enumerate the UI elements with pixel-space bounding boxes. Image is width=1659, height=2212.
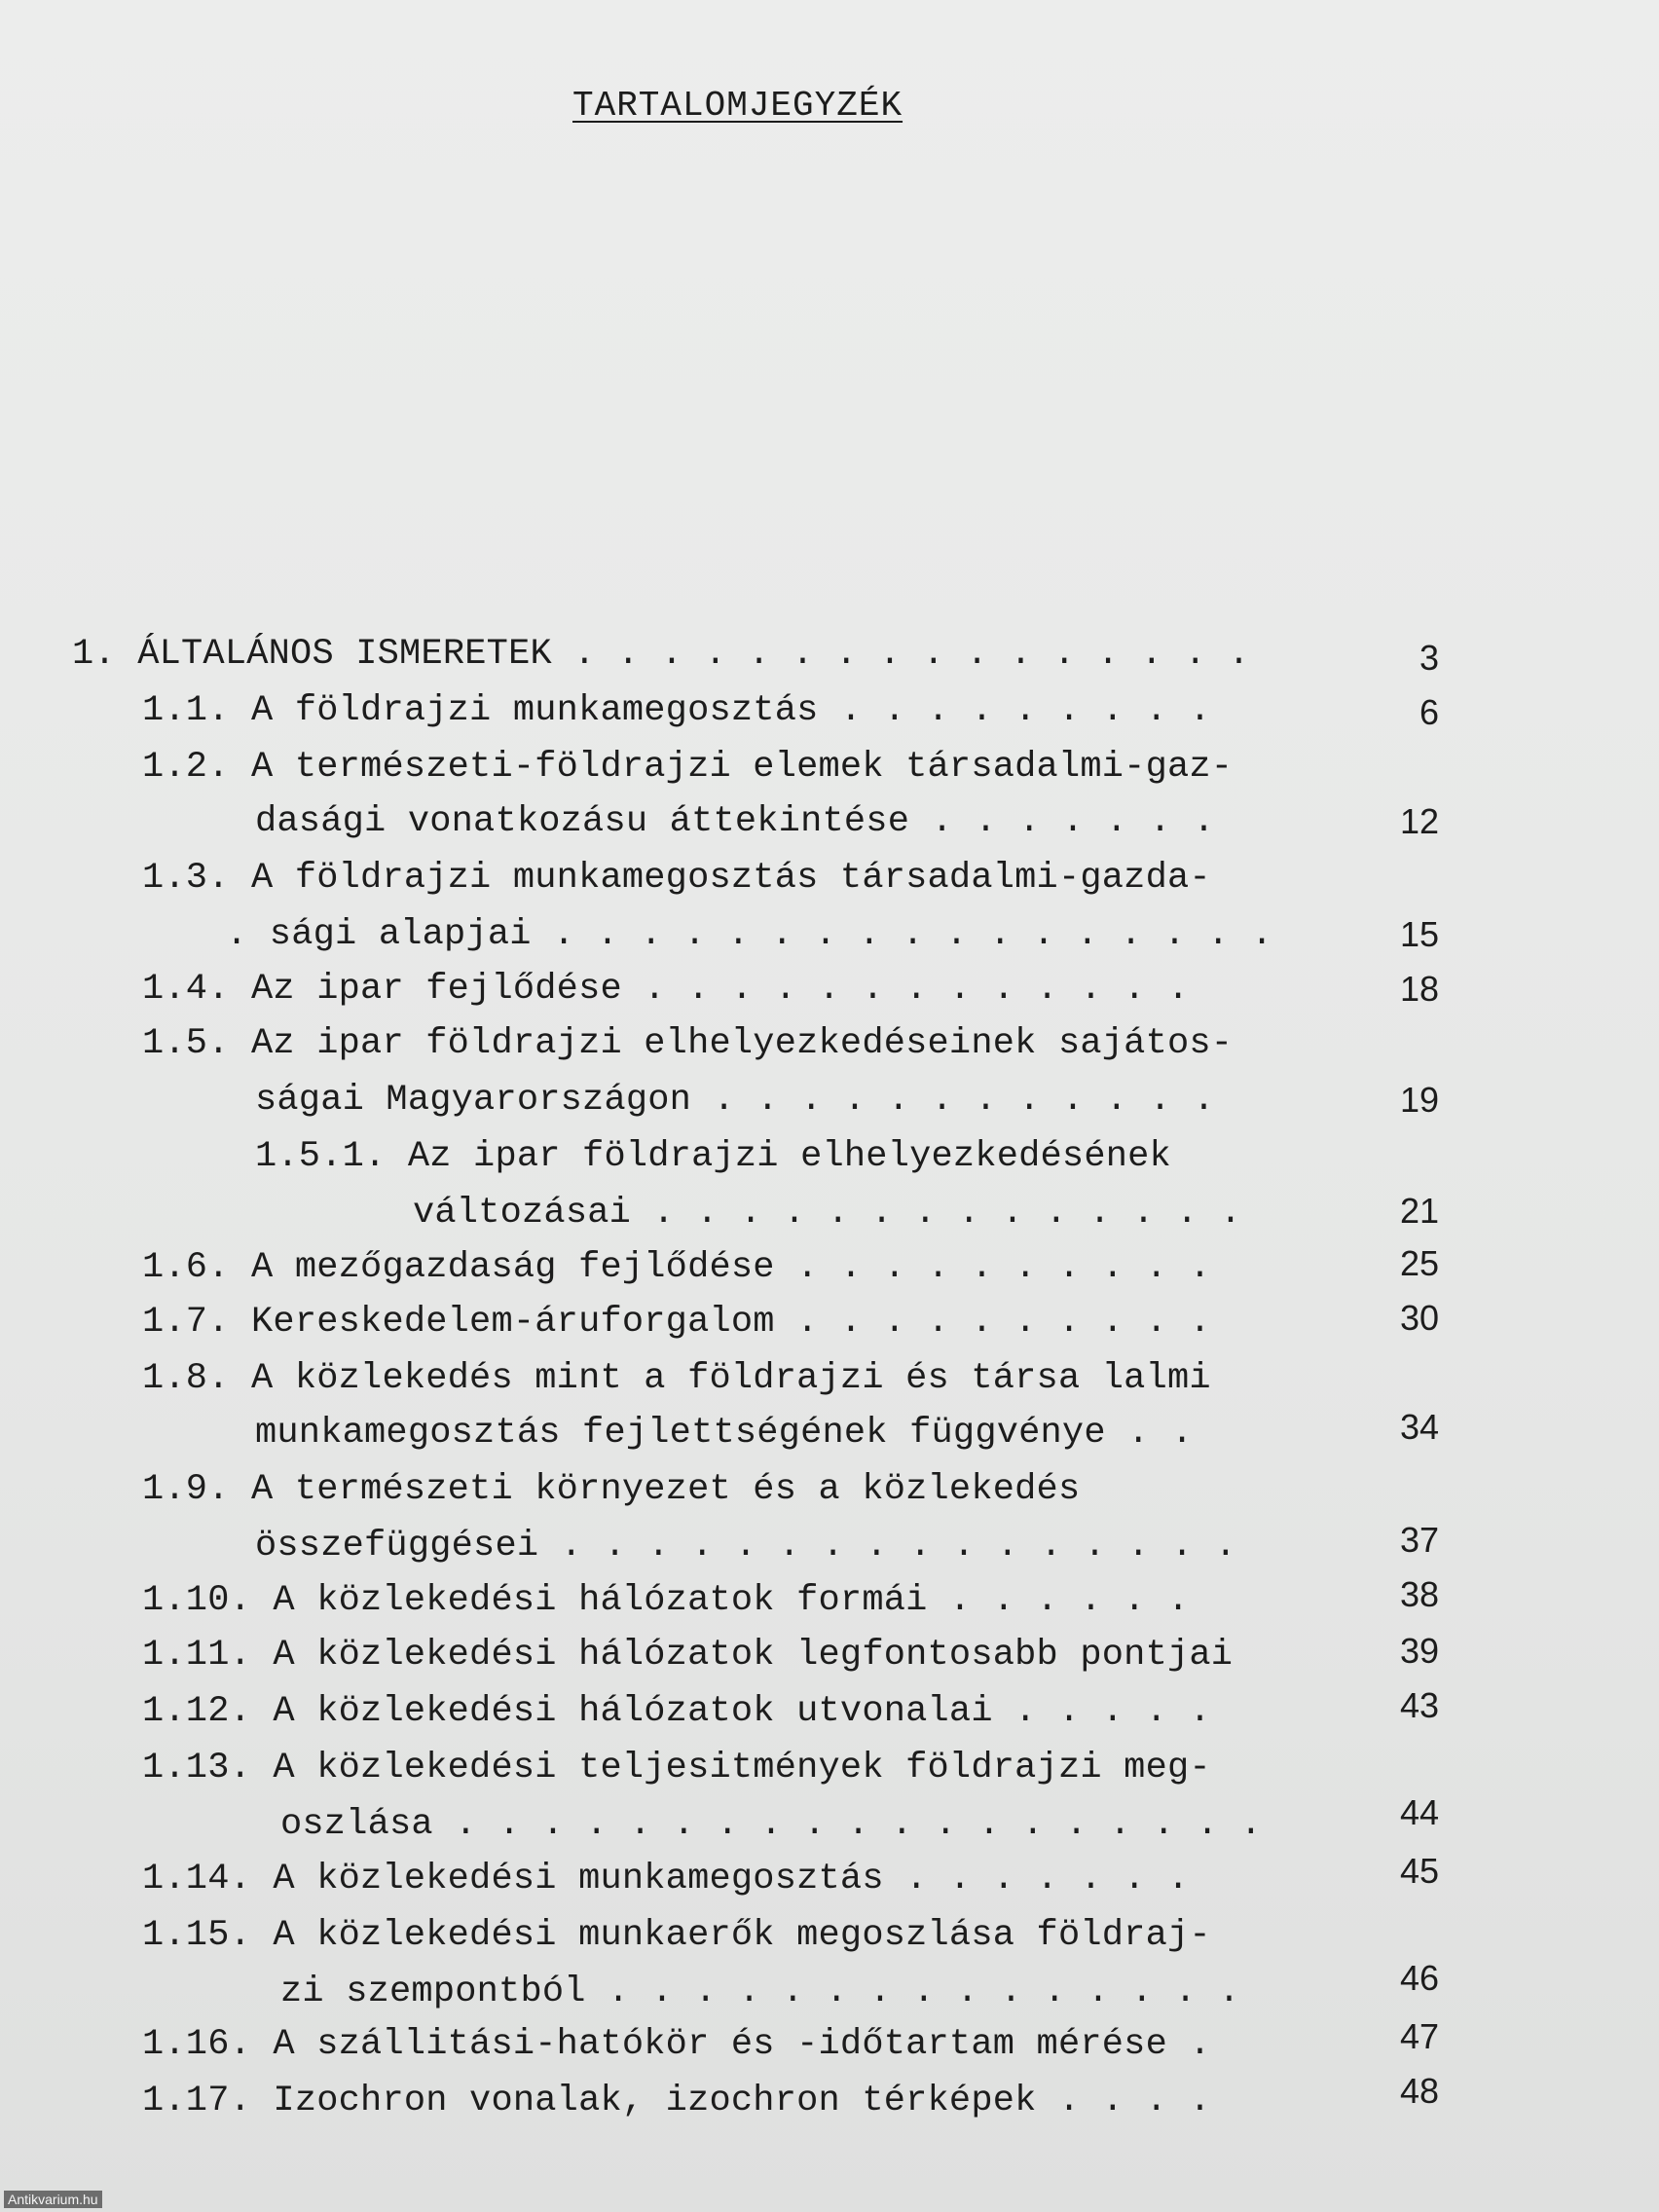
- toc-entry-text: 1.5. Az ipar földrajzi elhelyezkedéseinek sajátos-: [142, 1023, 1234, 1064]
- watermark: Antikvarium.hu: [4, 2191, 102, 2208]
- toc-entry-page: 15: [1399, 914, 1439, 954]
- toc-entry-text: 1.1. A földrajzi munkamegosztás . . . . . . . . .: [142, 690, 1211, 731]
- toc-entry-text: 1.5.1. Az ipar földrajzi elhelyezkedésének: [255, 1136, 1171, 1177]
- toc-entry-text: 1.8. A közlekedés mint a földrajzi és társa lalmi: [142, 1358, 1211, 1399]
- toc-entry-page: 48: [1399, 2071, 1439, 2111]
- toc-entry-text: 1.11. A közlekedési hálózatok legfontosabb pontjai: [142, 1635, 1234, 1676]
- toc-entry-text: 1.9. A természeti környezet és a közlekedés: [142, 1469, 1081, 1510]
- toc-entry-text: 1.7. Kereskedelem-áruforgalom . . . . . . . . . .: [142, 1302, 1211, 1343]
- toc-entry-text: dasági vonatkozásu áttekintése . . . . . . .: [255, 801, 1215, 842]
- toc-entry-page: 30: [1399, 1298, 1439, 1338]
- toc-entry-text: összefüggései . . . . . . . . . . . . . . . .: [255, 1526, 1237, 1567]
- toc-entry-page: 34: [1399, 1407, 1439, 1447]
- toc-title: TARTALOMJEGYZÉK: [572, 86, 903, 126]
- toc-entry-page: 47: [1399, 2016, 1439, 2056]
- toc-entry-text: 1.14. A közlekedési munkamegosztás . . . . . . .: [142, 1859, 1190, 1899]
- toc-entry-text: 1.15. A közlekedési munkaerők megoszlása földraj-: [142, 1915, 1211, 1956]
- toc-entry-text: . sági alapjai . . . . . . . . . . . . . . . . .: [226, 914, 1273, 955]
- toc-entry-page: 3: [1419, 638, 1439, 678]
- toc-entry-text: 1.10. A közlekedési hálózatok formái . . . . . .: [142, 1580, 1190, 1621]
- toc-entry-page: 44: [1399, 1792, 1439, 1832]
- toc-entry-page: 39: [1399, 1631, 1439, 1671]
- toc-entry-page: 43: [1399, 1685, 1439, 1725]
- toc-entry-page: 38: [1399, 1574, 1439, 1614]
- toc-entry-text: ságai Magyarországon . . . . . . . . . . . .: [255, 1080, 1215, 1121]
- toc-entry-page: 46: [1399, 1958, 1439, 1998]
- toc-entry-text: változásai . . . . . . . . . . . . . .: [413, 1193, 1242, 1234]
- toc-entry-page: 25: [1399, 1243, 1439, 1283]
- toc-entry-text: 1.12. A közlekedési hálózatok utvonalai . . . . .: [142, 1691, 1211, 1732]
- toc-entry-page: 21: [1399, 1191, 1439, 1231]
- toc-entry-page: 19: [1399, 1080, 1439, 1120]
- toc-entry-text: zi szempontból . . . . . . . . . . . . . . .: [280, 1972, 1240, 2012]
- toc-entry-text: 1. ÁLTALÁNOS ISMERETEK . . . . . . . . . . . . . . . .: [72, 634, 1250, 675]
- toc-entry-text: munkamegosztás fejlettségének függvénye . .: [255, 1413, 1194, 1454]
- toc-entry-text: 1.17. Izochron vonalak, izochron térképek . . . .: [142, 2081, 1211, 2121]
- toc-entry-page: 18: [1399, 969, 1439, 1009]
- toc-entry-text: 1.3. A földrajzi munkamegosztás társadalmi-gazda-: [142, 858, 1211, 899]
- toc-entry-page: 45: [1399, 1851, 1439, 1891]
- toc-entry-text: 1.13. A közlekedési teljesitmények földrajzi meg-: [142, 1748, 1211, 1788]
- toc-entry-page: 12: [1399, 801, 1439, 841]
- toc-entry-text: 1.2. A természeti-földrajzi elemek társadalmi-gaz-: [142, 747, 1234, 788]
- toc-entry-page: 6: [1419, 692, 1439, 732]
- toc-entry-text: oszlása . . . . . . . . . . . . . . . . . . .: [280, 1804, 1263, 1845]
- toc-entry-text: 1.16. A szállitási-hatókör és -időtartam mérése .: [142, 2024, 1211, 2065]
- toc-entry-text: 1.4. Az ipar fejlődése . . . . . . . . . . . . .: [142, 969, 1190, 1010]
- toc-entry-text: 1.6. A mezőgazdaság fejlődése . . . . . . . . . .: [142, 1247, 1211, 1288]
- toc-entry-page: 37: [1399, 1520, 1439, 1560]
